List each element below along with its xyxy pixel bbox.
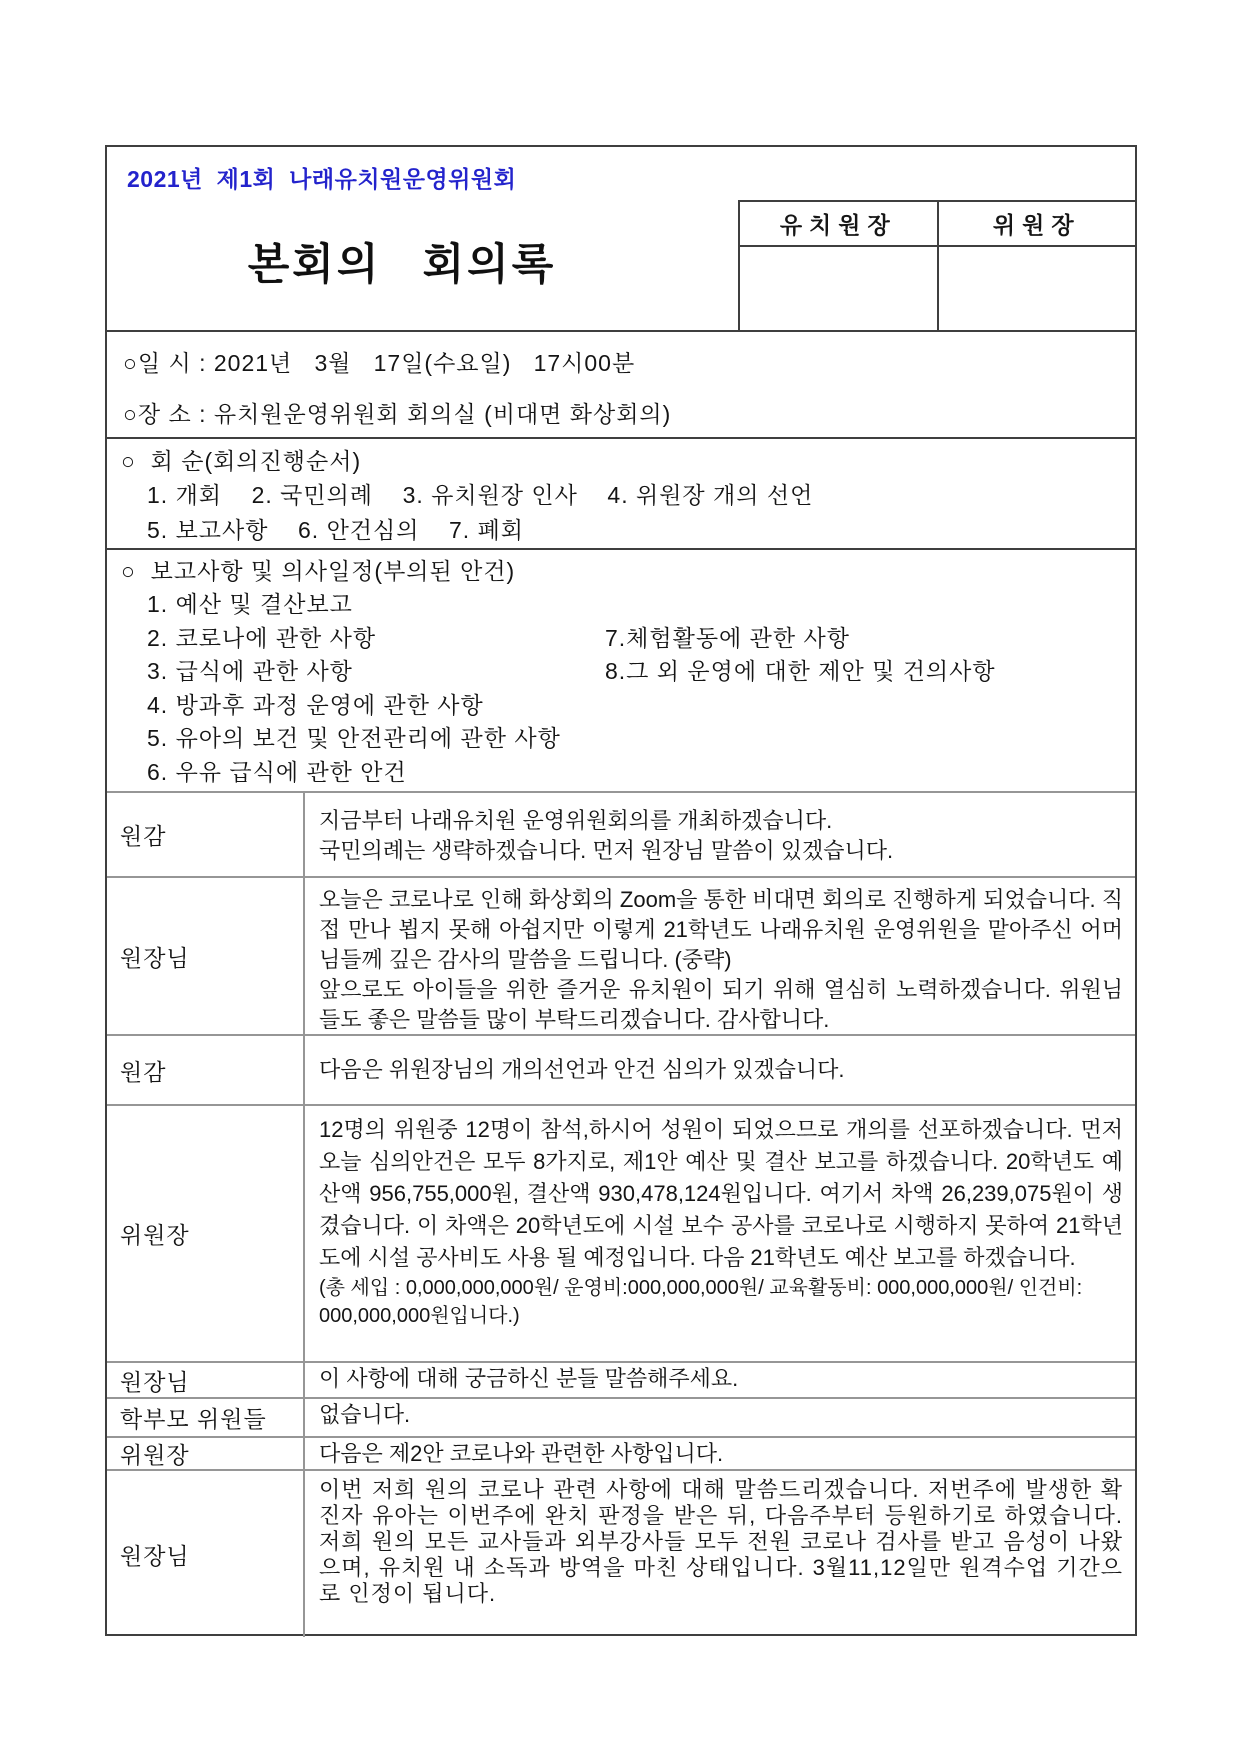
speech-cell: [305, 1471, 1135, 1637]
speech-paragraph: 지금부터 나래유치원 운영위원회의를 개최하겠습니다.: [319, 808, 833, 833]
agenda-item-right: 8.그 외 운영에 대한 제안 및 건의사항: [605, 658, 996, 684]
speech-paragraph: 12명의 위원중 12명이 참석,하시어 성원이 되었으므로 개의를 선포하겠습니다. 먼저 오늘 심의안건은 모두 8가지로, 제1안 예산 및 결산 보고를 하겠습니다. 20학년도 예산액 956,755,000원, 결산액 930,478,124원입니다. 여기서 차액 26,239,075원이 생겼습니다. 이 차액은 20학년도에 시설 보수 공사를 코로나로 시행하지 못하여 21학년도에 시설 공사비도 사용 될 예정입니다. 다음 21학년도 예산 보고를 하겠습니다.: [319, 1117, 1123, 1270]
speaker-cell: 원장님: [107, 1363, 305, 1397]
speaker-cell: 원감: [107, 1036, 305, 1104]
speech-cell: [305, 1036, 1135, 1104]
agenda-item: [147, 588, 1135, 622]
order-heading: ○ 회 순(회의진행순서): [121, 448, 362, 474]
speech-cell: [305, 1106, 1135, 1361]
speaker-cell: 원장님: [107, 878, 305, 1034]
meeting-datetime: ○일 시 : 2021년 3월 17일(수요일) 17시00분: [123, 350, 636, 376]
speech-cell: [305, 1438, 1135, 1469]
speaker-cell: 학부모 위원들: [107, 1399, 305, 1436]
speaker-cell: 원장님: [107, 1471, 305, 1637]
speaker-cell: 원감: [107, 793, 305, 876]
speech-paragraph: 이번 저희 원의 코로나 관련 사항에 대해 말씀드리겠습니다. 저번주에 발생한 확진자 유아는 이번주에 완치 판정을 받은 뒤, 다음주부터 등원하기로 하였습니다. 저희 원의 모든 교사들과 외부강사들 모두 전원 코로나 검사를 받고 음성이 나왔으며, 유치원 내 소독과 방역을 마친 상태입니다. 3월11,12일만 원격수업 기간으로 인정이 됩니다.: [319, 1477, 1123, 1606]
signature-cell-director: [740, 247, 937, 330]
signature-cell-chair: [937, 247, 1136, 330]
speech-cell: [305, 1363, 1135, 1397]
agenda-item: [147, 622, 1135, 656]
dialogue-row: [107, 878, 1135, 1036]
agenda-item-right: 7.체험활동에 관한 사항: [605, 624, 850, 651]
agenda-item: [147, 722, 1135, 756]
signature-table: [738, 200, 1135, 330]
order-line: 1. 개회 2. 국민의례 3. 유치원장 인사 4. 위원장 개의 선언: [147, 482, 814, 508]
agenda-item: [147, 689, 1135, 723]
signature-header-director: 유치원장: [779, 213, 897, 238]
agenda-item: [147, 756, 1135, 790]
dialogue-row: [107, 1471, 1135, 1637]
speech-paragraph: 이 사항에 대해 궁금하신 분들 말씀해주세요.: [319, 1366, 739, 1391]
meeting-place: ○장 소 : 유치원운영위원회 회의실 (비대면 화상회의): [123, 401, 672, 427]
agenda-item-left: 4. 방과후 과정 운영에 관한 사항: [147, 691, 484, 718]
signature-header-chair: 위원장: [937, 202, 1136, 245]
agenda-item: [147, 655, 1135, 689]
speaker-cell: 위원장: [107, 1106, 305, 1361]
agenda-item-left: 5. 유아의 보건 및 안전관리에 관한 사항: [147, 725, 561, 751]
speech-cell: [305, 793, 1135, 876]
speech-cell: [305, 878, 1135, 1034]
meta-section: [107, 332, 1135, 439]
dialogue-row: [107, 1363, 1135, 1399]
agenda-item-left: 1. 예산 및 결산보고: [147, 591, 353, 617]
speech-paragraph: 다음은 제2안 코로나와 관련한 사항입니다.: [319, 1441, 724, 1466]
dialogue-row: [107, 1399, 1135, 1438]
dialogue-row: [107, 1106, 1135, 1363]
speech-cell: [305, 1399, 1135, 1436]
signature-header-row: [740, 202, 1135, 247]
agenda-item-left: 2. 코로나에 관한 사항: [147, 624, 377, 651]
agenda-item-left: 3. 급식에 관한 사항: [147, 658, 353, 684]
dialogue-row: [107, 793, 1135, 878]
budget-note: (총 세입 : 0,000,000,000원/ 운영비:000,000,000원/ 교육활동비: 000,000,000원/ 인건비: 000,000,000원입니다.): [319, 1277, 1083, 1327]
speaker-cell: 위원장: [107, 1438, 305, 1469]
signature-sign-row: [740, 247, 1135, 330]
agenda-item-left: 6. 우유 급식에 관한 안건: [147, 758, 407, 785]
speech-paragraph: 국민의례는 생략하겠습니다. 먼저 원장님 말씀이 있겠습니다.: [319, 838, 894, 863]
dialogue-row: [107, 1036, 1135, 1106]
dialogue-row: [107, 1438, 1135, 1471]
document-frame: [105, 145, 1137, 1636]
order-line: 5. 보고사항 6. 안건심의 7. 폐회: [147, 517, 525, 543]
main-title: 본회의 회의록: [247, 242, 557, 289]
speech-paragraph: 오늘은 코로나로 인해 화상회의 Zoom을 통한 비대면 회의로 진행하게 되었습니다. 직접 만나 뵙지 못해 아쉽지만 이렇게 21학년도 나래유치원 운영위원을 맡아주신 어머님들께 깊은 감사의 말씀을 드립니다. (중략): [319, 887, 1123, 972]
speech-paragraph: 없습니다.: [319, 1402, 411, 1427]
order-section: [107, 439, 1135, 550]
agenda-section: [107, 550, 1135, 793]
header-section: [107, 147, 1135, 332]
committee-title: 2021년 제1회 나래유치원운영위원회: [127, 166, 517, 192]
speech-paragraph: 앞으로도 아이들을 위한 즐거운 유치원이 되기 위해 열심히 노력하겠습니다. 위원님들도 좋은 말씀들 많이 부탁드리겠습니다. 감사합니다.: [319, 977, 1123, 1032]
speech-paragraph: 다음은 위원장님의 개의선언과 안건 심의가 있겠습니다.: [319, 1057, 845, 1082]
agenda-heading: ○ 보고사항 및 의사일정(부의된 안건): [121, 558, 516, 584]
